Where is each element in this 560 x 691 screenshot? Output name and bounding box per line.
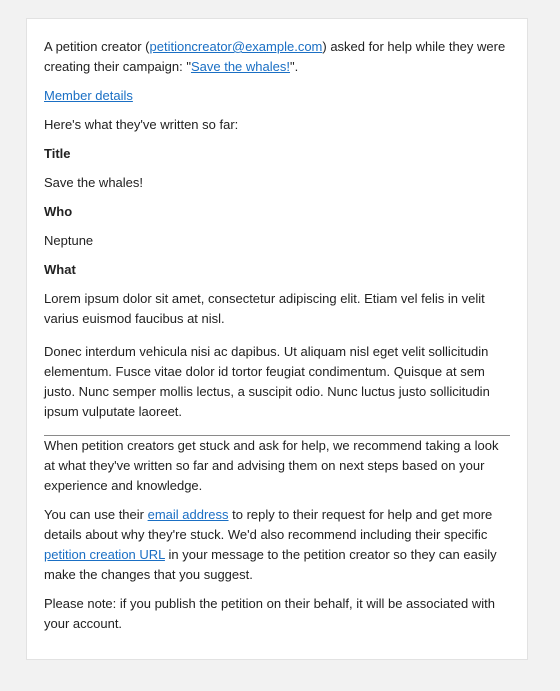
written-so-far-text: Here's what they've written so far:	[44, 117, 239, 132]
what-paragraph-1: Lorem ipsum dolor sit amet, consectetur adipiscing elit. Etiam vel felis in velit varius euismod faucibus at nisl.	[44, 291, 485, 326]
intro-prefix: A petition creator (	[44, 39, 150, 54]
intro-suffix: ".	[289, 59, 299, 74]
title-label: Title	[44, 146, 71, 161]
email-address-link[interactable]: email address	[147, 507, 229, 522]
petition-creation-url-link[interactable]: petition creation URL	[44, 547, 165, 562]
creator-email-link[interactable]: petitioncreator@example.com	[149, 39, 323, 54]
advice-p2-text-b: to reply to their request for help and get more details about why they're stuck. We'd also recommend including their specific	[44, 507, 493, 542]
email-card	[26, 18, 528, 660]
who-value: Neptune	[44, 233, 94, 248]
advice-paragraph-3: Please note: if you publish the petition on their behalf, it will be associated with your account.	[44, 596, 495, 631]
advice-paragraph-1: When petition creators get stuck and ask for help, we recommend taking a look at what they've written so far and advising them on next steps based on your experience and knowledge.	[44, 438, 499, 493]
intro-middle: ) asked for help while they were creating their campaign: "	[44, 39, 506, 74]
what-paragraph-2: Donec interdum vehicula nisi ac dapibus. Ut aliquam nisl eget velit sollicitudin elementum. Fusce vitae dolor id tortor feugiat condimentum. Quisque at sem justo. Nunc semper mollis lectus, a suscipit odio. Nunc luctus justo sollicitudin ipsum vulputate laoreet.	[44, 344, 490, 419]
advice-paragraph-2	[44, 505, 510, 585]
who-label: Who	[44, 204, 73, 219]
petition-link[interactable]: Save the whales!	[190, 59, 290, 74]
intro-paragraph	[44, 37, 510, 77]
title-value: Save the whales!	[44, 175, 144, 190]
member-details-link[interactable]: Member details	[44, 88, 133, 103]
advice-p2-text-a: You can use their	[44, 507, 148, 522]
what-label: What	[44, 262, 76, 277]
advice-p2-text-c: in your message to the petition creator so they can easily make the changes that you suggest.	[44, 547, 497, 582]
